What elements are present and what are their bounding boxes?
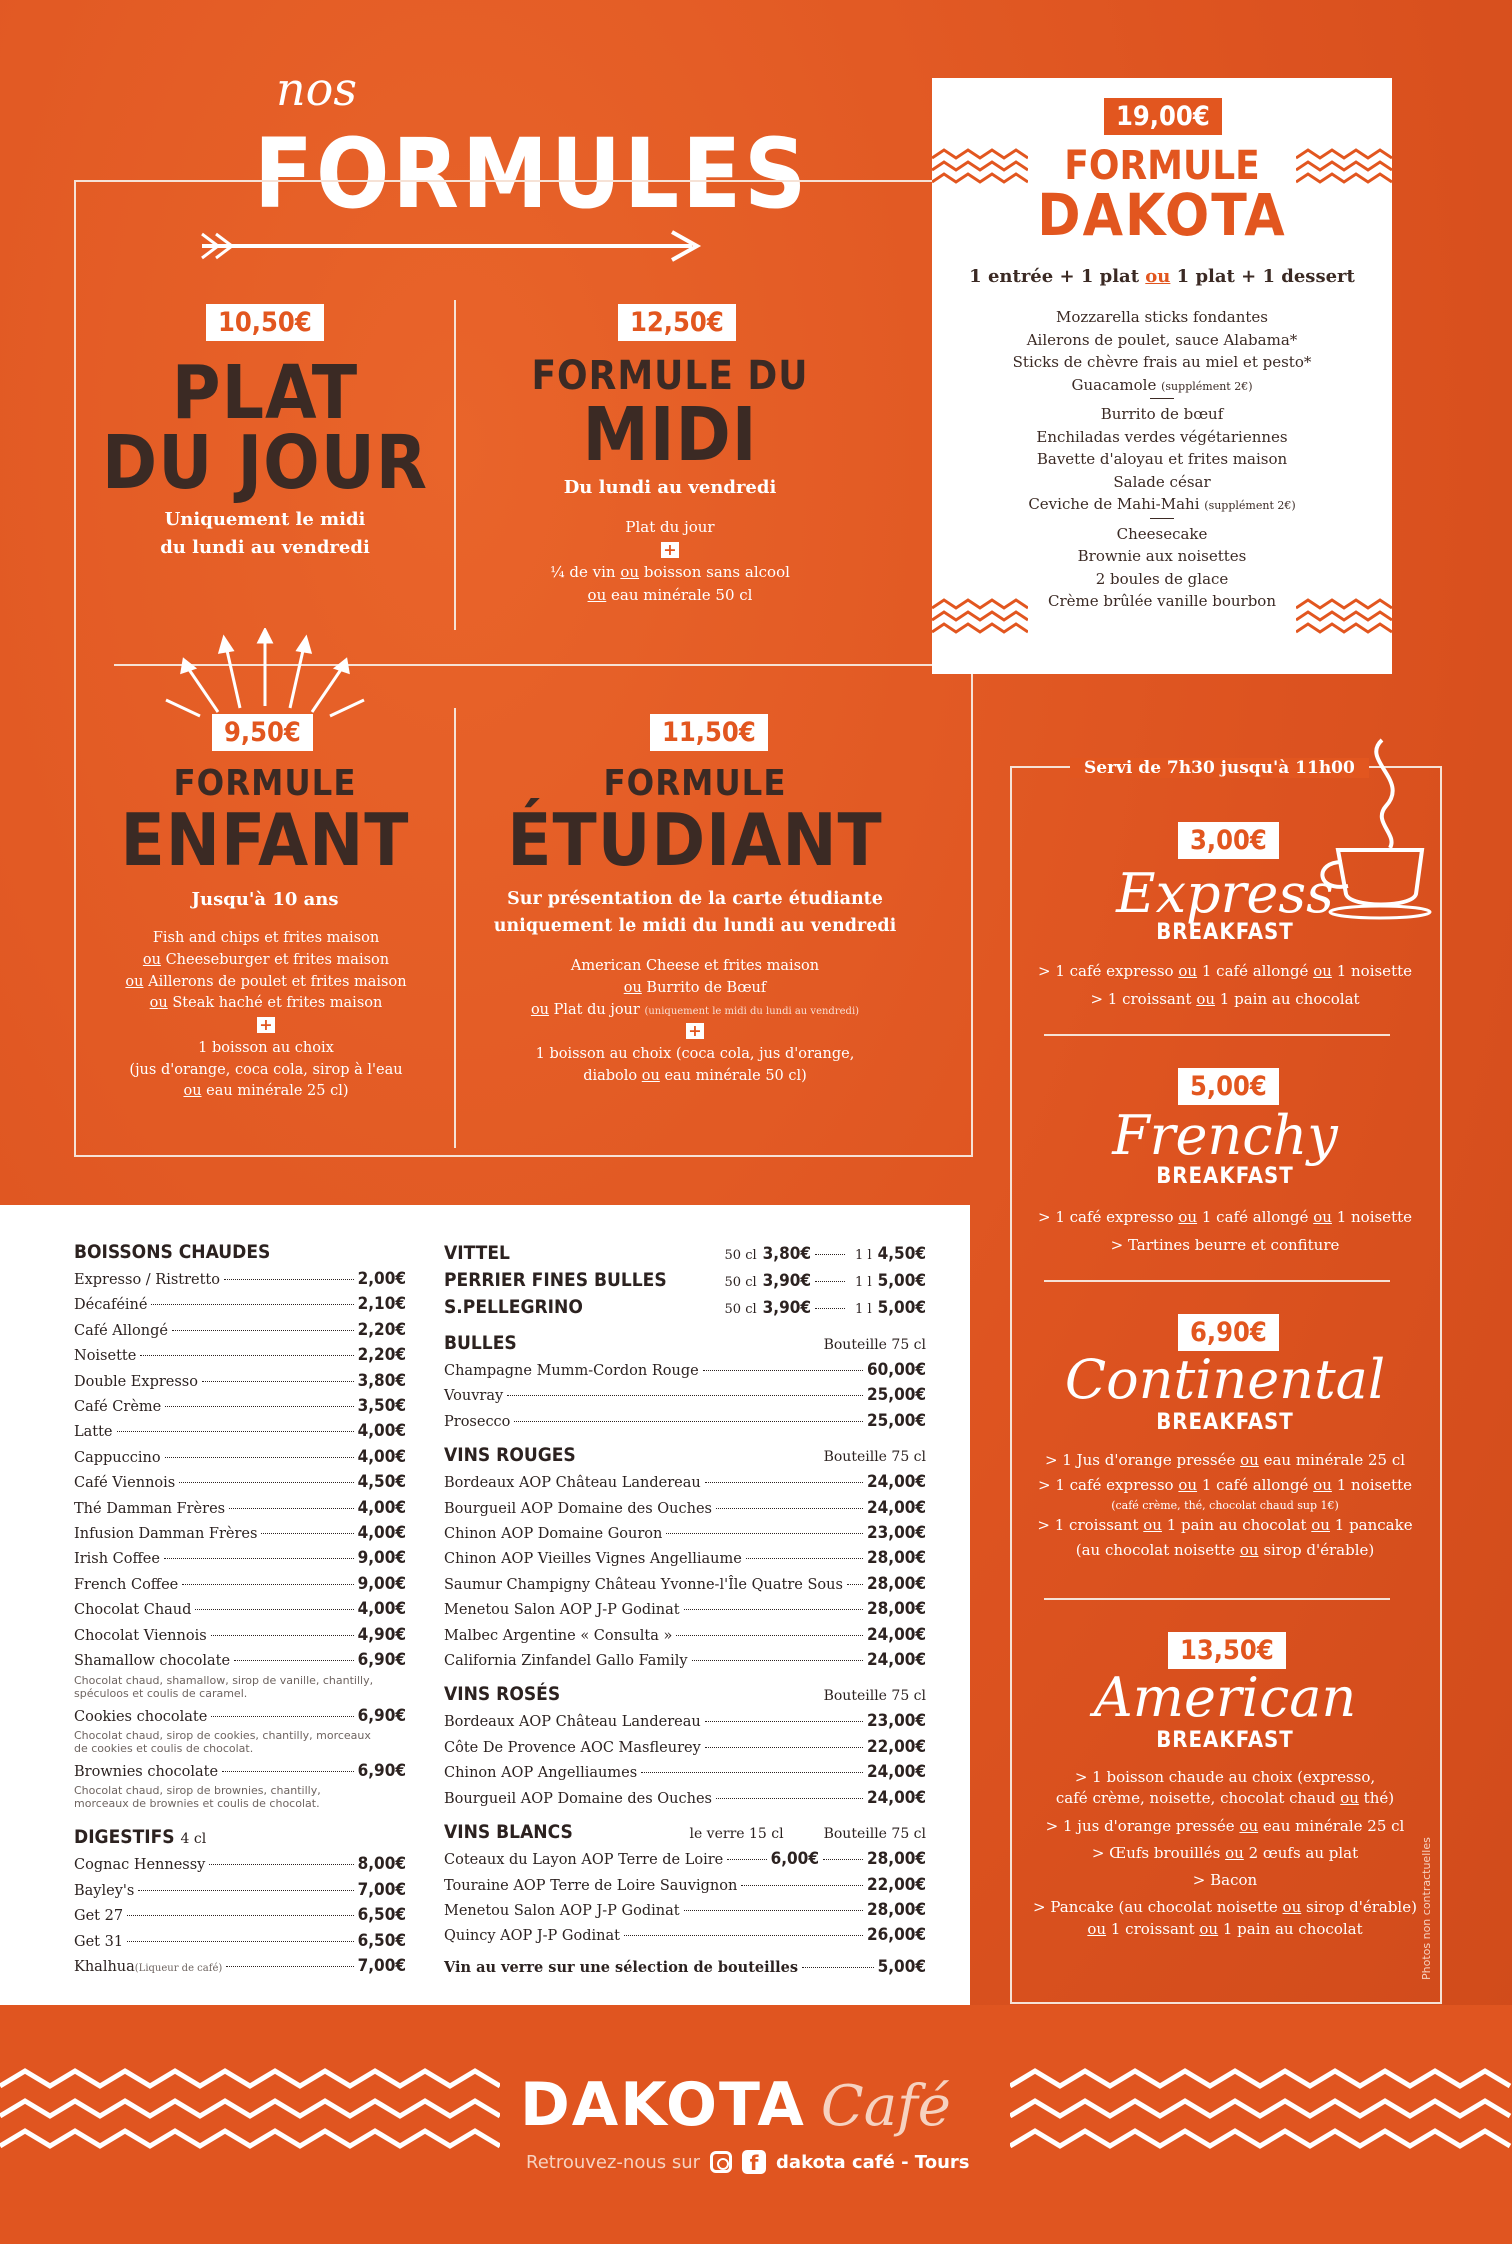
enfant-drink-2: (jus d'orange, coca cola, sirop à l'eau — [129, 1061, 403, 1078]
list-item — [444, 1898, 926, 1923]
frame-gap — [220, 170, 790, 190]
list-item — [444, 1597, 926, 1622]
formule-etudiant-sub — [478, 886, 912, 940]
plat-du-jour-title-2: DU JOUR — [101, 420, 429, 506]
item-name: Champagne Mumm-Cordon Rouge — [444, 1363, 699, 1379]
list-item — [444, 1546, 926, 1571]
etudiant-sub-2: uniquement le midi du lundi au vendredi — [493, 916, 897, 937]
item-name: Cognac Hennessy — [74, 1857, 206, 1874]
find-us-text: Retrouvez-nous sur — [526, 2151, 701, 2173]
item-name: Bayley's — [74, 1882, 135, 1899]
item-price: 24,00€ — [866, 1650, 926, 1671]
express-price: 3,00€ — [1178, 822, 1279, 859]
express-label: BREAKFAST — [1156, 920, 1294, 945]
formule-midi-title-1: FORMULE DU — [531, 353, 809, 399]
frenchy-label: BREAKFAST — [1156, 1164, 1294, 1189]
dakota-entree-3: Sticks de chèvre frais au miel et pesto* — [1012, 353, 1312, 371]
item-price: 26,00€ — [866, 1925, 926, 1946]
item-name: Bourgueil AOP Domaine des Ouches — [444, 1790, 713, 1807]
tribal-border-left-icon — [0, 2066, 500, 2166]
frenchy-price: 5,00€ — [1178, 1068, 1279, 1105]
water-price-1: 3,90€ — [762, 1298, 812, 1318]
item-name: Saumur Champigny Château Yvonne-l'Île Quatre Sous — [444, 1576, 843, 1593]
list-item — [444, 1358, 926, 1383]
sparkle-arrows-icon — [160, 628, 370, 718]
item-name: Get 31 — [74, 1933, 124, 1950]
list-item — [444, 1572, 926, 1597]
continental-lines — [1030, 1448, 1420, 1562]
list-item — [444, 1409, 926, 1434]
item-price: 3,50€ — [357, 1396, 406, 1417]
footer-social — [526, 2150, 986, 2174]
etudiant-item-1: American Cheese et frites maison — [570, 958, 820, 974]
item-price: 60,00€ — [866, 1360, 926, 1380]
vins-roses-header: VINS ROSÉS Bouteille 75 cl — [444, 1683, 926, 1706]
dakota-dessert-3: 2 boules de glace — [1095, 569, 1229, 588]
water-size-2: 1 l — [855, 1248, 872, 1263]
list-item — [74, 1267, 406, 1292]
drinks-left-column — [74, 1241, 406, 1981]
formules-title: FORMULES — [254, 118, 810, 230]
item-price: 23,00€ — [866, 1523, 926, 1544]
item-price: 4,50€ — [357, 1472, 406, 1493]
plat-du-jour-price: 10,50€ — [206, 304, 324, 341]
item-price: 25,00€ — [866, 1385, 926, 1406]
item-name: Malbec Argentine « Consulta » — [444, 1627, 673, 1644]
water-price-2: 4,50€ — [877, 1244, 926, 1264]
item-price: 4,00€ — [357, 1523, 406, 1544]
american-lines — [1026, 1764, 1424, 1943]
frenchy-line-1: > 1 café expresso ou 1 café allongé ou 1 noisette — [1037, 1208, 1412, 1226]
item-price: 4,00€ — [357, 1497, 406, 1518]
dakota-entree-4: Guacamole (supplément 2€) — [1071, 375, 1253, 394]
dakota-entree-1: Mozzarella sticks fondantes — [1055, 308, 1269, 326]
breakfast-divider — [1044, 1280, 1390, 1282]
item-price: 4,00€ — [357, 1599, 406, 1620]
item-price: 3,80€ — [357, 1370, 406, 1391]
american-line-1: > 1 boisson chaude au choix (expresso, — [1074, 1768, 1376, 1786]
water-size-1: 50 cl — [724, 1275, 757, 1290]
formule-midi-line-3: ou eau minérale 50 cl — [587, 585, 753, 604]
dakota-plat-4: Salade césar — [1113, 472, 1211, 491]
list-item — [74, 1878, 406, 1903]
continental-label: BREAKFAST — [1156, 1410, 1294, 1435]
boissons-chaudes-list — [74, 1267, 406, 1648]
item-name: Bordeaux AOP Château Landereau — [444, 1714, 701, 1731]
formule-midi-line-1: Plat du jour — [625, 518, 715, 536]
tribal-pattern-icon — [1296, 598, 1392, 638]
frenchy-lines — [1030, 1204, 1420, 1260]
list-item — [74, 1318, 406, 1343]
list-item — [444, 1760, 926, 1785]
list-item — [74, 1394, 406, 1419]
item-name: Infusion Damman Frères — [74, 1526, 258, 1543]
list-item — [444, 1847, 926, 1872]
dakota-plat-2: Enchiladas verdes végétariennes — [1036, 427, 1288, 446]
plat-du-jour-sub-1: Uniquement le midi — [164, 509, 366, 530]
divider-vertical-bottom — [454, 708, 456, 1148]
american-line-2: café crème, noisette, chocolat chaud ou thé) — [1055, 1789, 1395, 1808]
item-name: Thé Damman Frères — [74, 1500, 226, 1517]
list-item — [74, 1343, 406, 1368]
item-name: Café Crème — [74, 1399, 162, 1416]
cookies-note: Chocolat chaud, sirop de cookies, chantilly, morceaux de cookies et coulis de chocolat. — [74, 1728, 371, 1755]
list-item — [444, 1735, 926, 1760]
item-name: Quincy AOP J-P Godinat — [444, 1928, 620, 1945]
item-name: Côte De Provence AOC Masfleurey — [444, 1739, 701, 1756]
american-line-5: > Bacon — [1192, 1871, 1258, 1890]
item-price: 7,00€ — [357, 1955, 406, 1976]
item-name: Bourgueil AOP Domaine des Ouches — [444, 1500, 713, 1517]
list-item — [444, 1873, 926, 1898]
item-price: 24,00€ — [866, 1762, 926, 1783]
instagram-icon[interactable] — [710, 2151, 732, 2173]
photos-note: Photos non contractuelles — [1420, 1837, 1433, 1980]
item-name: Cappuccino — [74, 1449, 161, 1466]
enfant-item-3: ou Aillerons de poulet et frites maison — [125, 973, 407, 990]
list-item — [444, 1383, 926, 1408]
item-price: 2,00€ — [357, 1269, 406, 1289]
footer-logo — [520, 2070, 1000, 2150]
list-item — [74, 1929, 406, 1954]
item-name: Chocolat Chaud — [74, 1602, 192, 1619]
list-item — [74, 1369, 406, 1394]
water-size-2: 1 l — [855, 1302, 872, 1317]
list-item — [444, 1923, 926, 1948]
item-price: 9,00€ — [357, 1573, 406, 1594]
formule-midi-title-2: MIDI — [582, 392, 758, 478]
enfant-item-2: ou Cheeseburger et frites maison — [142, 951, 390, 968]
dakota-dessert-1: Cheesecake — [1116, 524, 1208, 543]
formule-dakota-title-1: FORMULE — [1064, 143, 1260, 189]
item-name: Touraine AOP Terre de Loire Sauvignon — [444, 1877, 738, 1894]
brand-name: DAKOTA — [520, 2070, 806, 2140]
item-price: 25,00€ — [866, 1410, 926, 1431]
item-name: Expresso / Ristretto — [74, 1272, 220, 1288]
breakfast-divider — [1044, 1598, 1390, 1600]
formule-etudiant-title-1: FORMULE — [603, 763, 787, 804]
plus-icon: + — [478, 1021, 912, 1044]
glass-price: 6,00€ — [770, 1849, 819, 1870]
list-item: Brownies chocolate 6,90€ — [74, 1760, 406, 1781]
formule-etudiant-title-2: ÉTUDIANT — [507, 798, 883, 882]
dakota-plat-3: Bavette d'aloyau et frites maison — [1036, 450, 1288, 468]
list-item — [74, 1597, 406, 1622]
item-price: 4,00€ — [357, 1446, 406, 1467]
brownies-note: Chocolat chaud, sirop de brownies, chantilly, morceaux de brownies et coulis de chocolat. — [74, 1784, 321, 1811]
list-item — [444, 1623, 926, 1648]
american-name: American — [1093, 1666, 1357, 1729]
vins-rouges-list — [444, 1470, 926, 1673]
american-line-6: > Pancake (au chocolat noisette ou sirop d'érable) — [1033, 1898, 1417, 1917]
item-price: 28,00€ — [866, 1849, 926, 1870]
express-line-1: > 1 café expresso ou 1 café allongé ou 1 noisette — [1037, 962, 1412, 980]
separator — [1150, 398, 1174, 399]
continental-note: (café crème, thé, chocolat chaud sup 1€) — [1111, 1498, 1339, 1512]
dakota-plat-1: Burrito de bœuf — [1100, 405, 1224, 423]
item-price: 6,50€ — [357, 1930, 406, 1951]
list-item — [74, 1445, 406, 1470]
item-price: 8,00€ — [357, 1854, 406, 1875]
continental-line-2: > 1 café expresso ou 1 café allongé ou 1 noisette — [1037, 1475, 1412, 1494]
separator — [1150, 518, 1174, 519]
etudiant-drink-2: diabolo ou eau minérale 50 cl) — [583, 1067, 807, 1084]
vins-rouges-header: VINS ROUGES Bouteille 75 cl — [444, 1444, 926, 1467]
tribal-border-right-icon — [1010, 2066, 1512, 2166]
shamallow-note: Chocolat chaud, shamallow, sirop de vanille, chantilly, spéculoos et coulis de caramel. — [74, 1673, 374, 1700]
dakota-dessert-4: Crème brûlée vanille bourbon — [1047, 592, 1277, 610]
nos-label: nos — [276, 62, 357, 116]
list-item — [444, 1648, 926, 1673]
item-name: Vouvray — [444, 1388, 504, 1405]
item-price: 24,00€ — [866, 1497, 926, 1518]
plus-icon: + — [500, 539, 840, 562]
item-price: 2,20€ — [357, 1319, 406, 1340]
list-item — [74, 1572, 406, 1597]
water-size-2: 1 l — [855, 1275, 872, 1290]
plat-du-jour-sub — [100, 506, 430, 562]
item-name: Coteaux du Layon AOP Terre de Loire — [444, 1852, 724, 1869]
plat-du-jour-title-1: PLAT — [171, 350, 359, 436]
continental-price: 6,90€ — [1178, 1314, 1279, 1351]
brand-script: Café — [820, 2074, 951, 2139]
list-item — [444, 1496, 926, 1521]
item-name: Latte — [74, 1424, 113, 1441]
breakfast-served: Servi de 7h30 jusqu'à 11h00 — [1070, 758, 1369, 778]
dakota-plat-5: Ceviche de Mahi-Mahi (supplément 2€) — [1028, 495, 1296, 513]
american-label: BREAKFAST — [1156, 1728, 1294, 1753]
item-name: Bordeaux AOP Château Landereau — [444, 1475, 701, 1492]
water-name: S.PELLEGRINO — [444, 1296, 583, 1318]
formule-midi-lines — [500, 516, 840, 606]
american-line-3: > 1 jus d'orange pressée ou eau minérale 25 cl — [1045, 1816, 1405, 1835]
item-price: 23,00€ — [866, 1711, 926, 1732]
enfant-drink-3: ou eau minérale 25 cl) — [183, 1083, 349, 1100]
continental-line-1: > 1 Jus d'orange pressée ou eau minérale 25 cl — [1044, 1451, 1406, 1469]
item-price: 9,00€ — [357, 1548, 406, 1569]
bulles-list — [444, 1358, 926, 1434]
facebook-icon[interactable]: f — [742, 2150, 766, 2174]
list-item — [74, 1419, 406, 1444]
divider-vertical-top — [454, 300, 456, 630]
item-price: 28,00€ — [866, 1899, 926, 1920]
list-item — [74, 1903, 406, 1928]
continental-line-3: > 1 croissant ou 1 pain au chocolat ou 1 pancake — [1037, 1515, 1413, 1534]
vins-blancs-list — [444, 1847, 926, 1949]
vins-roses-list — [444, 1709, 926, 1811]
enfant-item-1: Fish and chips et frites maison — [152, 930, 380, 946]
list-item — [74, 1470, 406, 1495]
list-item — [74, 1623, 406, 1648]
item-name: Chinon AOP Domaine Gouron — [444, 1526, 663, 1543]
formule-dakota-price: 19,00€ — [1104, 98, 1222, 135]
water-row — [444, 1268, 926, 1295]
item-price: 28,00€ — [866, 1599, 926, 1620]
formule-dakota-title-2: DAKOTA — [1037, 181, 1287, 249]
etudiant-drink-1: 1 boisson au choix (coca cola, jus d'orange, — [535, 1046, 855, 1062]
list-item — [444, 1709, 926, 1734]
vins-blancs-header: VINS BLANCS le verre 15 cl Bouteille 75 cl — [444, 1821, 926, 1844]
formule-enfant-title-1: FORMULE — [173, 763, 357, 804]
american-line-4: > Œufs brouillés ou 2 œufs au plat — [1091, 1843, 1359, 1862]
etudiant-item-2: ou Burrito de Bœuf — [623, 979, 767, 996]
item-name: Café Viennois — [74, 1475, 176, 1492]
drinks-card — [0, 1205, 970, 2005]
formule-enfant-price: 9,50€ — [212, 714, 313, 751]
item-name: Get 27 — [74, 1908, 124, 1925]
item-name: Menetou Salon AOP J-P Godinat — [444, 1902, 680, 1919]
digestifs-title: DIGESTIFS 4 cl — [74, 1826, 207, 1849]
water-price-2: 5,00€ — [877, 1271, 926, 1291]
american-price: 13,50€ — [1168, 1632, 1286, 1669]
item-price: 7,00€ — [357, 1879, 406, 1900]
social-handle: dakota café - Tours — [776, 2151, 970, 2173]
formule-etudiant-lines — [478, 956, 912, 1088]
item-name: Menetou Salon AOP J-P Godinat — [444, 1602, 680, 1619]
item-price: 24,00€ — [866, 1624, 926, 1645]
item-price: 28,00€ — [866, 1548, 926, 1569]
list-item — [74, 1521, 406, 1546]
bulles-header: BULLES Bouteille 75 cl — [444, 1332, 926, 1354]
express-lines — [1030, 958, 1420, 1014]
item-price: 4,90€ — [357, 1624, 406, 1645]
item-name: Chocolat Viennois — [74, 1627, 207, 1644]
water-size-1: 50 cl — [724, 1248, 757, 1263]
water-price-1: 3,80€ — [762, 1244, 812, 1264]
boissons-chaudes-title: BOISSONS CHAUDES — [74, 1241, 271, 1263]
express-line-2: > 1 croissant ou 1 pain au chocolat — [1090, 989, 1360, 1008]
continental-line-4: (au chocolat noisette ou sirop d'érable) — [1075, 1540, 1375, 1559]
tribal-pattern-icon — [932, 598, 1028, 638]
list-item — [74, 1546, 406, 1571]
item-name: Décaféiné — [74, 1297, 148, 1314]
item-name: Noisette — [74, 1348, 137, 1365]
item-name: Café Allongé — [74, 1322, 168, 1339]
list-item: Khalhua (Liqueur de café) 7,00€ — [74, 1954, 406, 1981]
breakfast-divider — [1044, 1034, 1390, 1036]
waters-list — [444, 1241, 926, 1322]
water-name: PERRIER FINES BULLES — [444, 1269, 667, 1291]
list-item: Cookies chocolate 6,90€ — [74, 1705, 406, 1726]
water-row — [444, 1241, 926, 1268]
item-name: Chinon AOP Vieilles Vignes Angelliaume — [444, 1551, 742, 1568]
item-name: Irish Coffee — [74, 1551, 160, 1568]
express-name: Express — [1116, 862, 1334, 925]
formule-midi-price: 12,50€ — [618, 304, 736, 341]
water-row — [444, 1295, 926, 1322]
enfant-drink-1: 1 boisson au choix — [198, 1039, 334, 1056]
frenchy-line-2: > Tartines beurre et confiture — [1110, 1235, 1340, 1254]
digestifs-list — [74, 1852, 406, 1981]
item-price: 4,00€ — [357, 1421, 406, 1442]
formule-enfant-lines — [96, 928, 436, 1103]
drinks-right-column — [444, 1241, 926, 1980]
list-item — [74, 1852, 406, 1877]
formule-dakota-sub: 1 entrée + 1 plat ou 1 plat + 1 dessert — [969, 266, 1355, 287]
item-price: 22,00€ — [866, 1874, 926, 1895]
etudiant-sub-1: Sur présentation de la carte étudiante — [507, 889, 883, 909]
formule-etudiant-price: 11,50€ — [650, 714, 768, 751]
item-price: 2,20€ — [357, 1345, 406, 1366]
formule-dakota-card — [932, 78, 1392, 674]
list-item — [74, 1496, 406, 1521]
water-size-1: 50 cl — [724, 1302, 757, 1317]
plat-du-jour-sub-2: du lundi au vendredi — [160, 536, 370, 558]
dakota-dessert-2: Brownie aux noisettes — [1077, 547, 1247, 565]
list-item — [444, 1521, 926, 1546]
item-name: Double Expresso — [74, 1373, 198, 1390]
water-price-1: 3,90€ — [762, 1271, 812, 1291]
item-price: 24,00€ — [866, 1787, 926, 1808]
water-price-2: 5,00€ — [877, 1298, 926, 1318]
dakota-entree-2: Ailerons de poulet, sauce Alabama* — [1026, 330, 1298, 349]
formule-midi-line-2: ¼ de vin ou boisson sans alcool — [550, 563, 790, 581]
item-name: California Zinfandel Gallo Family — [444, 1653, 688, 1670]
formule-dakota-list — [932, 306, 1392, 613]
item-name: French Coffee — [74, 1576, 179, 1593]
item-name: Prosecco — [444, 1413, 511, 1430]
formule-midi-sub: Du lundi au vendredi — [563, 477, 777, 498]
continental-name: Continental — [1064, 1348, 1386, 1411]
item-price: 28,00€ — [866, 1573, 926, 1594]
vin-au-verre-row: Vin au verre sur une sélection de bouteilles 5,00€ — [444, 1956, 926, 1977]
american-line-7: ou 1 croissant ou 1 pain au chocolat — [1087, 1919, 1363, 1938]
enfant-item-4: ou Steak haché et frites maison — [149, 995, 383, 1012]
formule-enfant-sub: Jusqu'à 10 ans — [191, 889, 339, 910]
list-item — [444, 1470, 926, 1495]
plus-icon: + — [96, 1015, 436, 1038]
list-item — [74, 1292, 406, 1317]
item-name: Khalhua — [74, 1958, 135, 1975]
item-price: 2,10€ — [357, 1294, 406, 1315]
water-name: VITTEL — [444, 1242, 510, 1264]
etudiant-item-3: ou Plat du jour (uniquement le midi du lundi au vendredi) — [530, 1001, 860, 1018]
item-price: 24,00€ — [866, 1472, 926, 1493]
formule-enfant-title-2: ENFANT — [120, 798, 410, 882]
list-item — [444, 1786, 926, 1811]
item-price: 6,50€ — [357, 1905, 406, 1926]
item-price: 22,00€ — [866, 1736, 926, 1757]
frenchy-name: Frenchy — [1112, 1104, 1338, 1167]
item-name: Chinon AOP Angelliaumes — [444, 1765, 638, 1782]
list-item: Shamallow chocolate 6,90€ — [74, 1650, 406, 1671]
